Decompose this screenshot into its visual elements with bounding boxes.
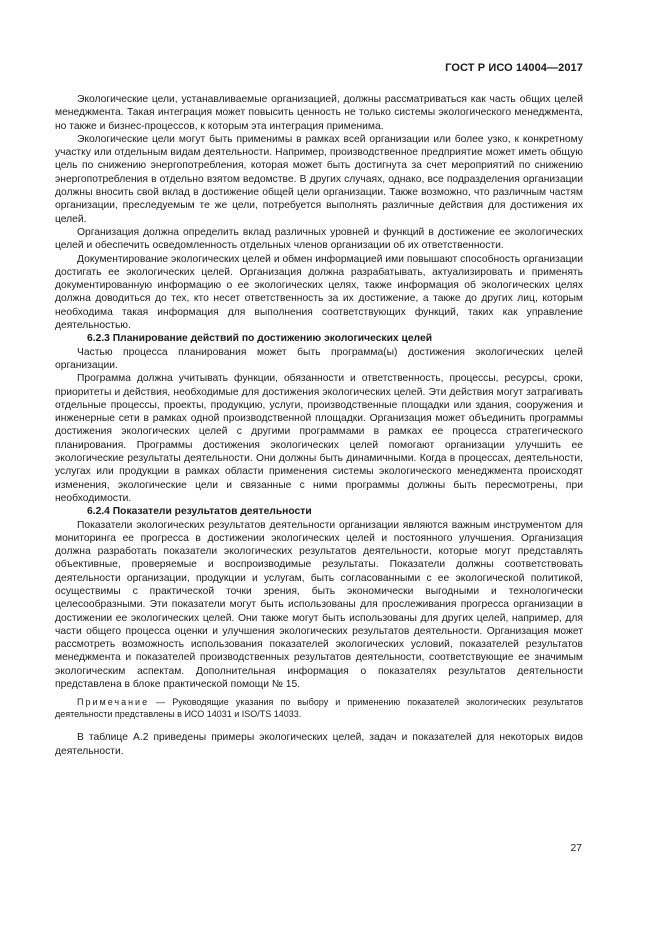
document-body	[55, 93, 583, 758]
section-heading-6-2-4: 6.2.4 Показатели результатов деятельности	[87, 506, 312, 518]
section-heading-6-2-3: 6.2.3 Планирование действий по достижению экологических целей	[87, 333, 433, 345]
body-paragraph: Документирование экологических целей и обмен информацией ими повышают способность организации достигать ее экологических целей. Организация должна разрабатывать, актуализировать и применять документированную информацию о ее экологических целях, также информация об экологических целях должна доводиться до тех, кто несет ответственность за их достижение, а также до других лиц, которым необходима такая информация для выполнения соответствующих функций, таких как управление деятельностью.	[55, 253, 583, 332]
document-header: ГОСТ Р ИСО 14004—2017	[445, 62, 583, 74]
body-paragraph: Экологические цели могут быть применимы в рамках всей организации или более узко, к конкретному участку или отдельным видам деятельности. Например, производственное предприятие может иметь общую цель по снижению энергопотребления, которая может быть достигнута за счет мероприятий по снижению энергопотребления в отдельно взятом ведомстве. В других случаях, однако, все подразделения организации должны вносить свой вклад в достижение общей цели организации. Также возможно, что различным частям организации, преследуемым те же цели, потребуется выполнять различные действия для достижения их целей.	[55, 133, 583, 225]
note-label: Примечание	[77, 697, 150, 708]
note-block	[55, 697, 583, 720]
body-paragraph: Программа должна учитывать функции, обязанности и ответственность, процессы, ресурсы, сроки, приоритеты и действия, необходимые для достижения экологических целей. Эти действия могут затрагивать отдельные процессы, проекты, продукцию, услуги, производственные площадки или здания, сооружения и инженерные сети в рамках одной производственной площадки. Организация может объединить программы достижения экологических целей с другими программами в рамках ее процесса стратегического планирования. Программы достижения экологических целей помогают организации улучшить ее экологические результаты деятельности. Они должны быть динамичными. Когда в процессах, деятельности, услугах или продукции в рамках области применения системы экологического менеджмента происходят изменения, экологические цели и связанные с ними программы должны быть пересмотрены, при необходимости.	[55, 373, 583, 504]
page-number: 27	[570, 843, 582, 854]
body-paragraph: В таблице А.2 приведены примеры экологических целей, задач и показателей для некоторых видов деятельности.	[55, 732, 583, 757]
note-text: — Руководящие указания по выбору и применению показателей экологических результатов деятельности представлены в ИСО 14031 и ISO/TS 14033.	[55, 697, 583, 719]
body-paragraph: Частью процесса планирования может быть программа(ы) достижения экологических целей организации.	[55, 346, 583, 371]
body-paragraph: Показатели экологических результатов деятельности организации являются важным инструментом для мониторинга ее прогресса в достижении экологических целей и постоянного улучшения. Организация должна разработать показатели экологических результатов деятельности, которые могут представлять объективные, проверяемые и воспроизводимые результаты. Показатели должны соответствовать деятельности организации, продукции и услугам, быть согласованными с ее экологической политикой, осуществимы с практической точки зрения, быть экономически выгодными и технологически целесообразными. Эти показатели могут быть использованы для прослеживания прогресса организации в достижении ее экологических целей. Они также могут быть использованы для других целей, например, для части общего процесса оценки и улучшения экологических результатов деятельности. Организация может рассмотреть возможность использования показателей экологических условий, показателей результатов менеджмента и показателей производственных результатов деятельности, соответствующие ее значимым экологическим аспектам. Дополнительная информация о показателях результатов деятельности представлена в блоке практической помощи № 15.	[55, 519, 583, 691]
body-paragraph: Экологические цели, устанавливаемые организацией, должны рассматриваться как часть общих целей менеджмента. Такая интеграция может повысить ценность не только системы экологического менеджмента, но также и бизнес-процессов, к которым эта интеграция применима.	[55, 94, 583, 132]
body-paragraph: Организация должна определить вклад различных уровней и функций в достижение ее экологических целей и обеспечить осведомленность отдельных членов организации об их ответственности.	[55, 226, 583, 252]
